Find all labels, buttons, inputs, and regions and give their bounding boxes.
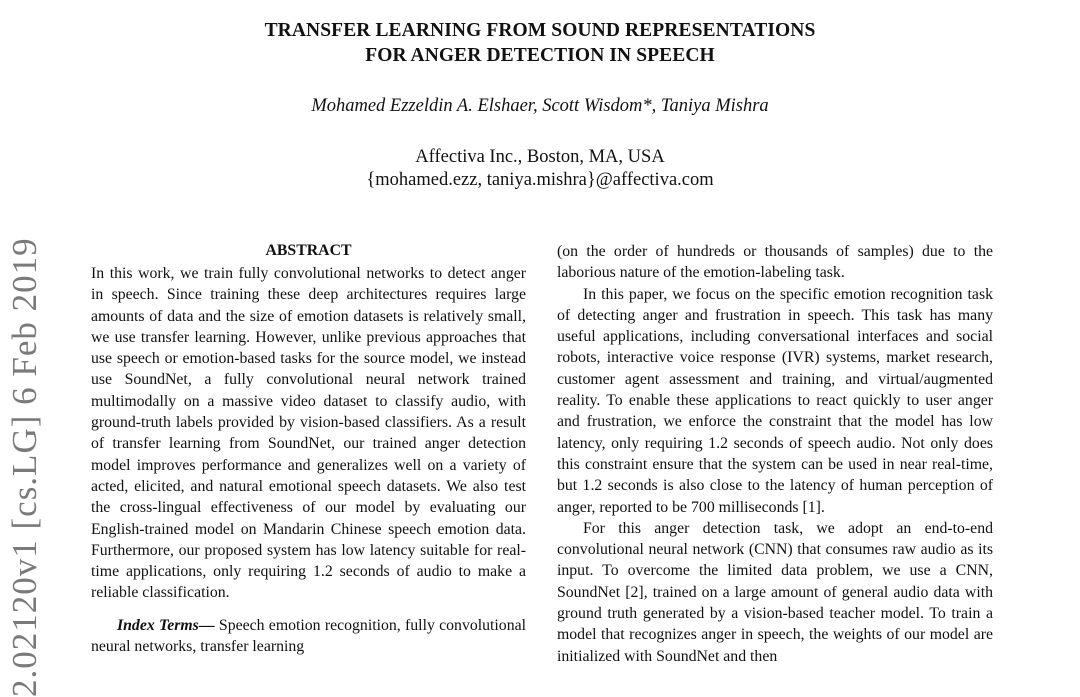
left-column (91, 240, 526, 657)
paper-title-line-1: TRANSFER LEARNING FROM SOUND REPRESENTATIONS (264, 20, 816, 41)
abstract-heading: ABSTRACT (265, 242, 352, 259)
paper-title-line-2: FOR ANGER DETECTION IN SPEECH (365, 45, 715, 66)
author-list: Mohamed Ezzeldin A. Elshaer, Scott Wisdom*, Taniya Mishra (311, 96, 769, 116)
author-emails: {mohamed.ezz, taniya.mishra}@affectiva.com (366, 170, 714, 190)
right-column (557, 241, 993, 667)
affiliation: Affectiva Inc., Boston, MA, USA (415, 147, 665, 167)
paper-title (0, 18, 1080, 68)
intro-paragraph-1: (on the order of hundreds or thousands of samples) due to the laborious nature of the emotion-labeling task. (557, 243, 993, 282)
intro-paragraph-3: For this anger detection task, we adopt an end-to-end convolutional neural network (CNN) that consumes raw audio as its input. To overcome the limited data problem, we use a CNN, SoundNet [2], trained on a large amount of general audio data with ground truth generated by a vision-based teacher model. To train a model that recognizes anger in speech, the weights of our model are initialized with SoundNet and then (557, 519, 993, 665)
arxiv-identifier: 2.02120v1 [cs.LG] 6 Feb 2019 (5, 237, 44, 697)
intro-paragraph-2: In this paper, we focus on the specific emotion recognition task of detecting anger and frustration in speech. This task has many useful applications, including conversational interfaces and social robots, interactive voice response (IVR) systems, market research, customer agent assessment and training, and virtual/augmented reality. To enable these applications to react quickly to user anger and frustration, we enforce the constraint that the model has low latency, only requiring 1.2 seconds of speech audio. Not only does this constraint ensure that the system can be used in near real-time, but 1.2 seconds is also close to the latency of human perception of anger, reported to be 700 milliseconds [1]. (557, 285, 993, 516)
index-terms-label: Index Terms— (117, 616, 215, 634)
index-terms-text: Speech emotion recognition, fully convolutional neural networks, transfer learning (91, 616, 527, 656)
index-terms (91, 615, 526, 658)
abstract-body: In this work, we train fully convolutional networks to detect anger in speech. Since training these deep architectures requires large amounts of data and the size of emotion datasets is relatively small, we use transfer learning. However, unlike previous approaches that use speech or emotion-based tasks for the source model, we instead use SoundNet, a fully convolutional neural network trained multimodally on a massive video dataset to classify audio, with ground-truth labels provided by vision-based classifiers. As a result of transfer learning from SoundNet, our trained anger detection model improves performance and generalizes well on a variety of acted, elicited, and natural emotional speech datasets. We also test the cross-lingual effectiveness of our model by evaluating our English-trained model on Mandarin Chinese speech emotion data. Furthermore, our proposed system has low latency suitable for real-time applications, only requiring 1.2 seconds of audio to make a reliable classification. (91, 265, 526, 602)
affiliation-block (0, 146, 1080, 192)
